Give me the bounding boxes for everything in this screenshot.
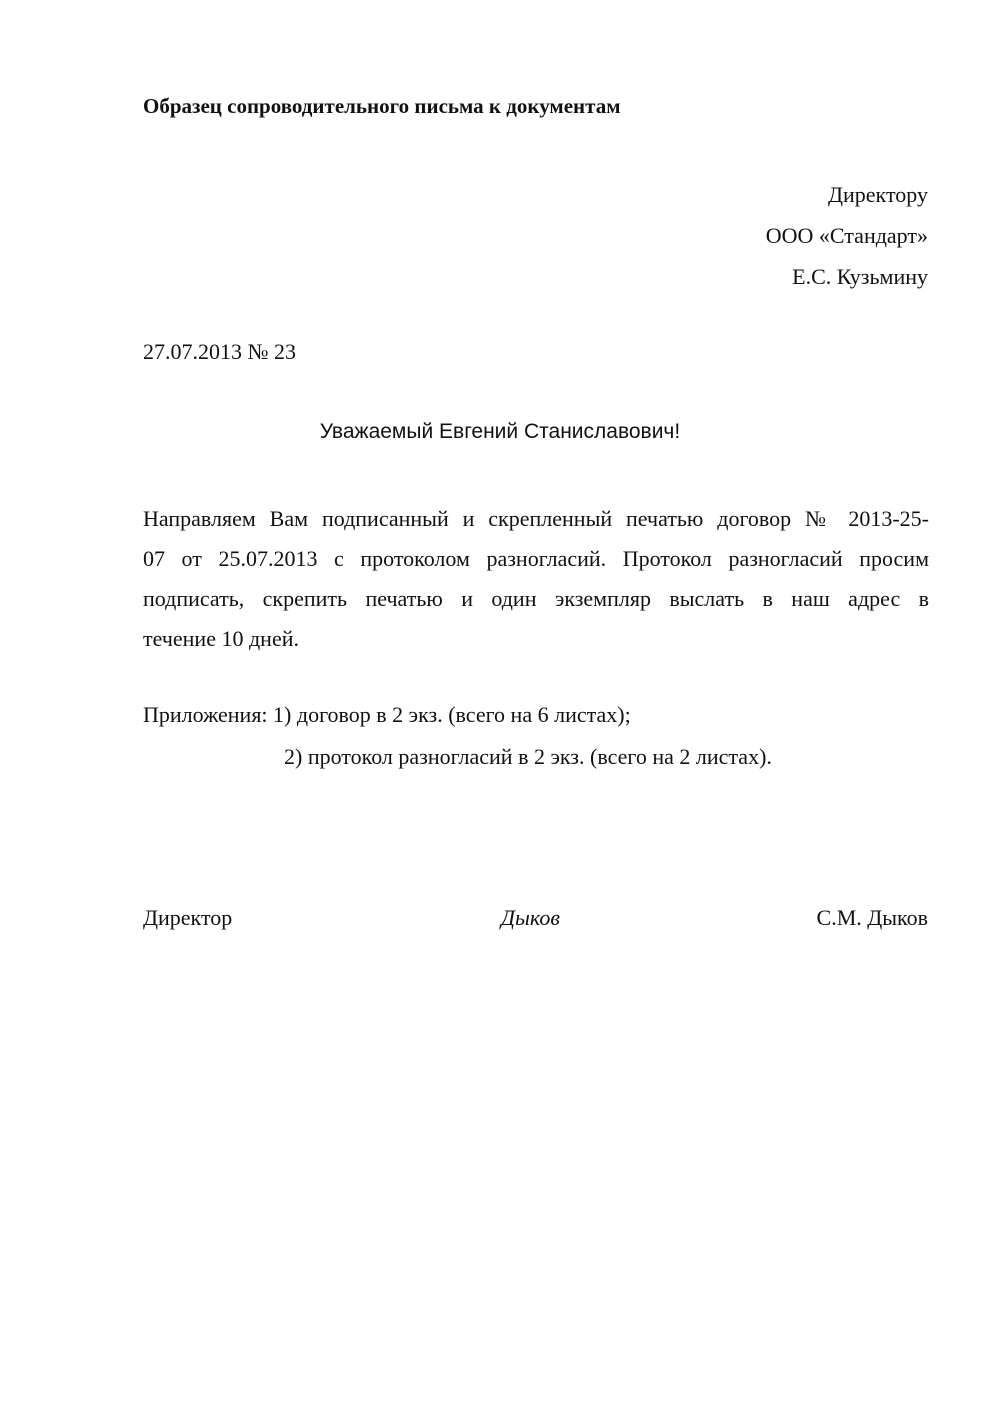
addressee-company: ООО «Стандарт»	[765, 223, 928, 248]
addressee-block	[766, 174, 928, 297]
body-paragraph	[143, 499, 929, 659]
attachments-line-2: 2) протокол разногласий в 2 экз. (всего на 2 листах).	[284, 744, 772, 769]
document-title: Образец сопроводительного письма к документам	[143, 94, 621, 118]
handwritten-signature: Дыков	[501, 905, 560, 930]
body-line: течение 10 дней.	[143, 626, 299, 651]
attachments-line-1: Приложения: 1) договор в 2 экз. (всего на 6 листах);	[143, 702, 631, 727]
signatory-position: Директор	[143, 905, 233, 930]
body-line: Направляем Вам подписанный и скрепленный печатью договор № 2013-25-	[143, 506, 929, 531]
signatory-name: С.М. Дыков	[816, 905, 928, 930]
greeting: Уважаемый Евгений Станиславович!	[319, 420, 681, 443]
addressee-position: Директору	[828, 182, 928, 207]
addressee-name: Е.С. Кузьмину	[792, 264, 928, 289]
body-line: 07 от 25.07.2013 с протоколом разногласий. Протокол разногласий просим	[143, 546, 929, 571]
body-line: подписать, скрепить печатью и один экземпляр выслать в наш адрес в	[143, 586, 929, 611]
date-and-number: 27.07.2013 № 23	[143, 339, 296, 364]
